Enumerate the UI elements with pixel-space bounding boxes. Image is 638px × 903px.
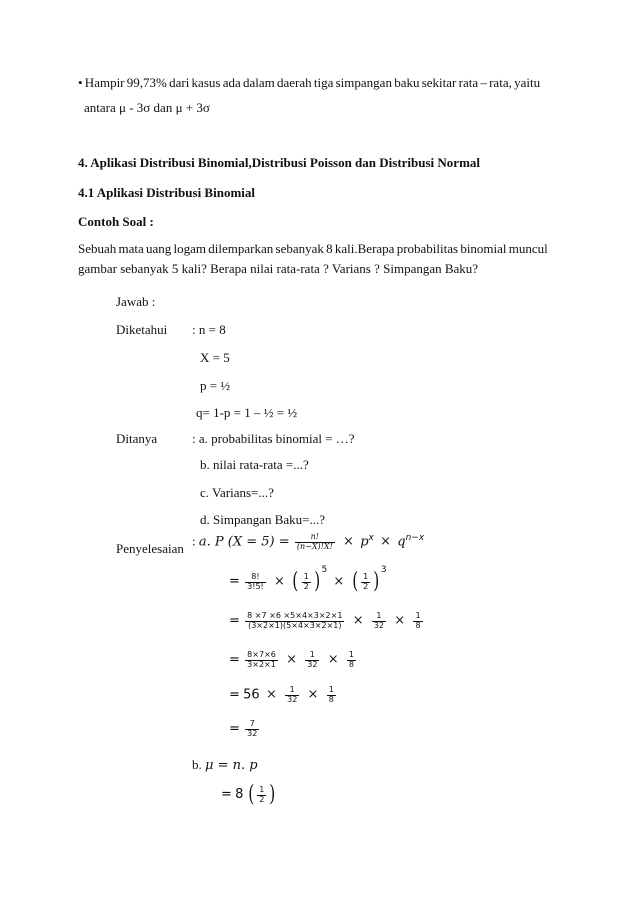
bullet-line-1: • Hampir 99,73% dari kasus ada dalam daerah tiga simpangan baku sekitar rata – rata, yaitu: [78, 75, 541, 90]
step-3: = $\frac{8\times 7\times 6}{3\times 2\times 1}$ × $\frac{1}{32}$ × $\frac{1}{8}$: [229, 650, 354, 669]
known-label: Diketahui: [116, 322, 168, 337]
asked-a: : a. probabilitas binomial = …?: [192, 431, 355, 446]
known-x: X = 5: [200, 350, 230, 365]
answer-label: Jawab :: [116, 294, 156, 309]
binomial-formula: : a. P (X = 5) = $\frac{n!}{(n-X)!X!}$ × $p^x \times q^{n-x}$: [192, 532, 425, 551]
bullet-line-2: antara μ - 3σ dan μ + 3σ: [84, 100, 210, 115]
solution-label: Penyelesaian: [116, 541, 184, 556]
step-1: = $\frac{8!}{3!5!}$ × ( $\frac{1}{2}$ )$^5$ × ( $\frac{1}{2}$ )$^3$: [229, 564, 387, 594]
known-n: : n = 8: [192, 322, 226, 337]
example-heading: Contoh Soal :: [78, 214, 154, 229]
known-q: q= 1-p = 1 – ½ = ½: [196, 405, 298, 420]
mean-step: = 8 ( $\frac{1}{2}$ ): [221, 782, 276, 807]
known-p: p = ½: [200, 378, 231, 393]
formula-combination: $\frac{n!}{(n-X)!X!}$: [296, 532, 333, 551]
step-4: = 56 × $\frac{1}{32}$ × $\frac{1}{8}$: [229, 685, 334, 704]
asked-d: d. Simpangan Baku=...?: [200, 512, 326, 527]
formula-lhs: a. P (X = 5) =: [198, 534, 290, 550]
formula-prefix: :: [192, 533, 199, 549]
mean-label: b.: [192, 757, 202, 772]
asked-b: b. nilai rata-rata =...?: [200, 457, 309, 472]
problem-line-1: Sebuah mata uang logam dilemparkan sebanyak 8 kali.Berapa probabilitas binomial muncul: [78, 241, 548, 256]
step-5: = $\frac{7}{32}$: [229, 719, 258, 738]
problem-line-2: gambar sebanyak 5 kali? Berapa nilai rata-rata ? Varians ? Simpangan Baku?: [78, 261, 479, 276]
section-heading: 4. Aplikasi Distribusi Binomial,Distribusi Poisson dan Distribusi Normal: [78, 155, 481, 170]
asked-label: Ditanya: [116, 431, 158, 446]
subsection-heading: 4.1 Aplikasi Distribusi Binomial: [78, 185, 255, 200]
asked-c: c. Varians=...?: [200, 485, 274, 500]
step-2: = $\frac{8 \times 7 \times 6 \times 5\times 4\times 3\times 2\times 1}{(3\times 2\times 1)(5\times 4\times 3\times 2\times 1)}$ × $\frac{1}{32}$ × $\frac{1}{8}$: [229, 611, 421, 630]
mean-formula: [192, 758, 258, 772]
mean-expression: μ = n. p: [205, 758, 258, 773]
